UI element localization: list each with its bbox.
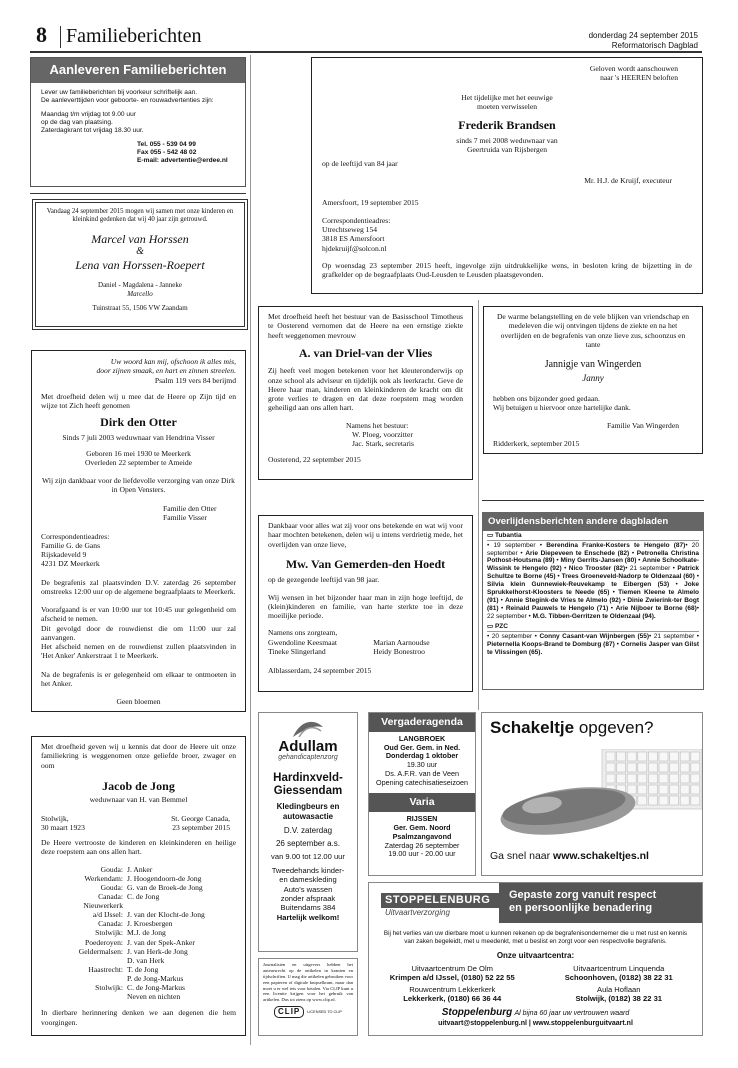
family-row xyxy=(39,938,207,947)
hoedt-intro: Dankbaar voor alles wat zij voor ons betekende en wat wij voor haar mochten betekenen, delen wij u intens verdrietig mede, het overlijden van onze lieve, xyxy=(268,521,463,549)
brandsen-widow-1: sinds 7 mei 2008 weduwnaar van xyxy=(456,135,558,145)
wingerden-intro: De warme belangstelling en de vele blijken van vriendschap en medeleven die wij ontvingen tijdens de ziekte en na het overlijden en de begrafenis van onze lieve zus, schoonzus en tante xyxy=(496,312,690,349)
wedding-children: Daniel - Magdalena - Janneke xyxy=(98,281,182,289)
overlijdens-entry-name: Arie Diepeveen te Enschede (82) xyxy=(525,549,630,557)
overlijdens-entry-name: Pieternella Koops-Brand te Domburg (87) xyxy=(487,640,615,648)
hoedt-signer: Heidy Bonestroo xyxy=(373,646,425,656)
adullam-title: Hardinxveld-Giessendam xyxy=(273,771,343,797)
denotter-intro: Met droefheid delen wij u mee dat de Heere op Zijn tijd en wijze tot Zich heeft genomen xyxy=(41,391,236,410)
overlijdens-section-tubantia: ▭ Tubantia xyxy=(487,532,699,541)
overlijdens-entry: • Dinie Zwierink-ter Bogt (81) xyxy=(487,597,700,612)
keyboard-key xyxy=(670,763,679,772)
varia-event: Psalmzangavond xyxy=(392,831,452,841)
wingerden-nick: Janny xyxy=(582,373,604,384)
dejong-name: Jacob de Jong xyxy=(102,778,175,793)
keyboard-key xyxy=(670,796,679,805)
wingerden-body-1: hebben ons bijzonder goed gedaan. xyxy=(493,394,600,404)
vlies-board-2: W. Ploeg, voorzitter xyxy=(352,429,413,439)
family-location: Poederoyen: xyxy=(85,937,123,947)
keyboard-key xyxy=(659,752,668,761)
keyboard-key xyxy=(680,785,689,794)
schakel-title-a: Schakeltje xyxy=(490,718,575,737)
keyboard-key xyxy=(680,796,689,805)
family-member: D. van Herk xyxy=(127,955,165,965)
overlijdens-entry-name: Annie Stegink-de Vries te Almelo (92) xyxy=(504,597,621,605)
denotter-died: Overleden 22 september te Ameide xyxy=(84,458,193,468)
denotter-p2b: Dit gevolgd door de rouwdienst die om 11:00 uur zal aanvangen. xyxy=(41,623,236,642)
dejong-closing: In dierbare herinnering denken we aan degenen die hem voorgingen. xyxy=(41,1008,236,1027)
keyboard-key xyxy=(648,796,657,805)
keyboard-key xyxy=(648,774,657,783)
denotter-p1: De begrafenis zal plaatsvinden D.V. zaterdag 26 september omstreeks 12:00 uur op de algemene begraafplaats te Meerkerk. xyxy=(41,577,236,596)
family-member: T. de Jong xyxy=(127,964,159,974)
brandsen-quote2-2: moeten verwisselen xyxy=(476,101,538,111)
brandsen-executor: Mr. H.J. de Kruijf, executeur xyxy=(584,176,672,186)
hoedt-signer: Gwendoline Keesmaat xyxy=(268,637,337,647)
notice-van-gemerden xyxy=(258,515,473,692)
brandsen-corr-3: 3818 ES Amersfoort xyxy=(322,234,385,244)
denotter-family-2: Familie Visser xyxy=(163,513,207,523)
denotter-born: Geboren 16 mei 1930 te Meerkerk xyxy=(86,449,191,459)
overlijdens-entry-name: Patrick Schultze te Borne (45) xyxy=(487,565,699,581)
family-member: G. van de Broek-de Jong xyxy=(127,882,203,892)
denotter-name: Dirk den Otter xyxy=(100,415,177,430)
brandsen-quote-2: naar 's HEEREN beloften xyxy=(600,73,678,83)
keyboard-key xyxy=(606,774,615,783)
brandsen-quote-1: Geloven wordt aanschouwen xyxy=(589,64,678,73)
keyboard-key xyxy=(691,774,700,783)
overlijdens-entry-date: • 20 september • xyxy=(487,632,540,640)
vlies-body: Zij heeft veel mogen betekenen voor het kleuteronderwijs op onze school als adviseur en tijdelijk ook als leerkracht. Geve de Heere haar man, kinderen en kleinkinderen de kracht om dit grote verlies te dragen en dat deze roepstem mag worden geheiligd aan ons allen hart. xyxy=(268,366,463,413)
varia-church: Ger. Gem. Noord xyxy=(393,823,451,833)
wedding-name-1: Marcel van Horssen xyxy=(91,231,189,246)
denotter-p3: Na de begrafenis is er gelegenheid om elkaar te ontmoeten in het Anker. xyxy=(41,669,236,688)
stoppelenburg-slogan-1: Gepaste zorg vanuit respect xyxy=(509,889,657,901)
vlies-board-1: Namens het bestuur: xyxy=(346,420,409,430)
centrum-item: Uitvaartcentrum Linquenda Schoonhoven, (0182) 38 22 31 xyxy=(564,964,673,983)
wedding-grandchild: Marcello xyxy=(127,289,153,298)
overlijdens-entry: • Tiemen Kleene te Almelo (91) xyxy=(487,589,699,605)
column-separator xyxy=(478,300,479,710)
overlijdens-entry-name: Joke Sprukkelhorst-Kloosters te Neede (65) xyxy=(487,581,699,597)
keyboard-key xyxy=(691,763,700,772)
adullam-line: Buitendams 384 xyxy=(280,903,336,913)
page-number: 8 xyxy=(36,22,47,47)
notice-van-der-vlies xyxy=(258,306,473,480)
family-location xyxy=(39,956,125,965)
aanleveren-title: Aanleveren Familieberichten xyxy=(31,58,245,83)
adullam-logo-text: Adullam xyxy=(278,738,338,755)
clip-text: Journalisten en uitgevers hebben het auteursrecht op de artikelen in kranten en tijdschriften. U mag die artikelen gebruiken voor een papieren of digitale knipselkrant, maar dan moet u er wel iets voor betalen. Via CLIP kunt u een licentie krijgen voor het gebruik van artikelen. Dus tot ziens op www.clip.nl. xyxy=(263,962,353,1003)
hoedt-signer: Tineke Slingerland xyxy=(268,646,326,656)
brandsen-note: Op woensdag 23 september 2015 heeft, ingevolge zijn uitdrukkelijke wens, in besloten kring de bijzetting in de grafkelder op de begraafplaats Oud-Leusden te Leusden plaatsgevonden. xyxy=(322,260,692,280)
keyboard-key xyxy=(617,763,626,772)
denotter-corr-4: 4231 DZ Meerkerk xyxy=(41,559,100,569)
overlijdens-entry: • Annie Schoolkate-Wissink te Hengelo (92) xyxy=(487,557,699,573)
stoppelenburg-brand-sub: Uitvaartverzorging xyxy=(385,908,450,918)
clip-logo: CLIP xyxy=(274,1006,304,1018)
aanleveren-intro-2: De aanleverttijden voor geboorte- en rouwadvertenties zijn: xyxy=(41,96,214,104)
family-row xyxy=(39,883,207,892)
family-location: Gouda: xyxy=(100,864,123,874)
family-row xyxy=(39,865,207,874)
keyboard-key xyxy=(627,774,636,783)
adullam-welcome: Hartelijk welkom! xyxy=(276,913,340,923)
overlijdens-entry: • Reinald Pauwels te Hengelo (71) xyxy=(498,605,609,612)
dejong-died-date: 23 september 2015 xyxy=(172,822,230,832)
family-row xyxy=(39,919,207,928)
stoppelenburg-ad xyxy=(368,882,703,1036)
keyboard-key xyxy=(648,785,657,794)
keyboard-key xyxy=(627,752,636,761)
family-member: Neven en nichten xyxy=(127,992,181,1002)
overlijdens-entry-name: Petronella Christina Pothost-Houtsma (89) xyxy=(487,549,700,565)
brandsen-corr-2: Utrechtseweg 154 xyxy=(322,225,378,235)
stoppelenburg-slogan xyxy=(499,883,702,923)
dejong-died-place: St. George Canada, xyxy=(171,813,230,823)
keyboard-key xyxy=(670,774,679,783)
brandsen-age: op de leeftijd van 84 jaar xyxy=(322,159,398,169)
notice-van-wingerden xyxy=(483,306,703,454)
aanleveren-intro-1: Lever uw familieberichten bij voorkeur schriftelijk aan. xyxy=(41,88,198,96)
aanleveren-time-1: Maandag t/m vrijdag tot 9.00 uur xyxy=(41,110,136,118)
family-location: Geldermalsen: xyxy=(78,946,123,956)
family-location: Stolwijk: xyxy=(95,983,123,993)
family-location: Haastrecht: xyxy=(88,964,123,974)
overlijdens-entry: • Joke Sprukkelhorst-Kloosters te Neede (65) xyxy=(487,581,699,597)
overlijdens-entry: • Miny Gerrits-Jansen (80) xyxy=(554,557,637,565)
family-location: a/d IJssel: xyxy=(92,910,123,920)
keyboard-key xyxy=(691,785,700,794)
brandsen-corr-4[interactable]: hjdekruijf@solcon.nl xyxy=(322,243,387,253)
centrum-item: Aula Hoflaan Stolwijk, (0182) 38 22 31 xyxy=(575,984,663,1003)
overlijdens-entry-name: Arie Nijboer te Borne (68) xyxy=(615,605,697,612)
overlijdens-block xyxy=(482,512,704,690)
denotter-family-1: Familie den Otter xyxy=(163,504,217,514)
overlijdens-entry-name: Reinald Pauwels te Hengelo (71) xyxy=(505,605,609,612)
header-paper: Reformatorisch Dagblad xyxy=(611,41,698,50)
aanleveren-fax: Fax 055 - 542 48 02 xyxy=(137,149,197,157)
keyboard-key xyxy=(606,752,615,761)
family-row xyxy=(39,974,207,983)
family-row xyxy=(39,892,207,901)
keyboard-key xyxy=(691,752,700,761)
vergader-title: Vergaderagenda xyxy=(369,713,475,732)
overlijdens-entry-name: M.G. Tibben-Gerritzen te Oldenzaal (94). xyxy=(532,612,656,620)
denotter-p2c: Het afscheid nemen en de rouwdienst zullen plaatsvinden in 'Het Anker' Ankerstraat 1 te Meerkerk. xyxy=(41,642,236,661)
wedding-intro: Vandaag 24 september 2015 mogen wij samen met onze kinderen en kleinkind gedenken dat wij 40 jaar zijn getrouwd. xyxy=(46,208,234,224)
family-member: J. van Herk-de Jong xyxy=(127,946,188,956)
varia-title: Varia xyxy=(369,793,475,812)
header-date: donderdag 24 september 2015 xyxy=(588,31,698,40)
vergader-church: Oud Ger. Gem. in Ned. xyxy=(383,742,461,752)
adullam-ad xyxy=(258,712,358,952)
overlijdens-entry: • Arie Nijboer te Borne (68) xyxy=(608,605,697,612)
keyboard-key xyxy=(659,785,668,794)
denotter-widow: Sinds 7 juli 2003 weduwnaar van Hendrina Visser xyxy=(62,432,215,442)
family-member: J. Kroesbergen xyxy=(127,919,173,929)
keyboard-key xyxy=(627,763,636,772)
aanleveren-time-2: op de dag van plaatsing. xyxy=(41,118,113,126)
adullam-line: zonder afspraak xyxy=(280,893,336,903)
aanleveren-time-3: Zaterdagkrant tot vrijdag 18.30 uur. xyxy=(41,126,144,134)
overlijdens-entry-name: Tiemen Kleene te Almelo (91) xyxy=(487,589,699,605)
family-location: Nieuwerkerk xyxy=(83,901,123,911)
stoppelenburg-brand: STOPPELENBURG xyxy=(381,893,499,908)
wingerden-name: Jannigje van Wingerden xyxy=(544,359,642,370)
overlijdens-title: Overlijdensberichten andere dagbladen xyxy=(483,513,703,531)
adullam-time: van 9.00 tot 12.00 uur xyxy=(271,851,345,861)
family-location: Gouda: xyxy=(100,882,123,892)
overlijdens-entry: • Trees Groeneveld-Nadorp te Oldenzaal (60) xyxy=(555,573,695,581)
hoedt-age: op de gezegende leeftijd van 98 jaar. xyxy=(268,575,380,585)
denotter-corr-1: Correspondentieadres: xyxy=(41,531,110,541)
keyboard-key xyxy=(680,763,689,772)
keyboard-key xyxy=(638,752,647,761)
section-title: Familieberichten xyxy=(66,25,202,47)
overlijdens-entry: • Silvia klein Gunnewiek-Reuvekamp te Eibergen (53) xyxy=(487,573,700,589)
family-location: Canada: xyxy=(98,891,123,901)
overlijdens-entry-name: Silvia klein Gunnewiek-Reuvekamp te Eibergen (53) xyxy=(487,581,670,589)
family-member: C. de Jong xyxy=(127,891,160,901)
family-member: P. de Jong-Markus xyxy=(127,973,184,983)
vergaderagenda xyxy=(368,712,476,876)
overlijdens-entry-name: Nico Trooster (82) xyxy=(568,565,626,573)
hoedt-signer: Marian Aarnoudse xyxy=(373,637,430,647)
keyboard-key xyxy=(638,796,647,805)
schakel-tagline: Ga snel naar xyxy=(490,850,554,863)
family-location: Stolwijk: xyxy=(95,928,123,938)
adullam-tagline: gehandicaptenzorg xyxy=(278,754,338,761)
adullam-line: Auto's wassen xyxy=(283,884,333,894)
denotter-quote-2: door zijnen smaak, en hart en zinnen streelen. xyxy=(96,366,236,376)
schakeltje-ad xyxy=(481,712,703,876)
family-member: J. Anker xyxy=(127,864,153,874)
keyboard-key xyxy=(659,763,668,772)
family-member: C. de Jong-Markus xyxy=(127,983,186,993)
hoedt-place-date: Alblasserdam, 24 september 2015 xyxy=(268,666,372,676)
centrum-item: Uitvaartcentrum De Olm Krimpen a/d IJssel, (0180) 52 22 55 xyxy=(389,964,515,983)
family-location xyxy=(39,992,125,1001)
centrum-item: Rouwcentrum Lekkerkerk Lekkerkerk, (0180) 66 36 44 xyxy=(403,984,502,1003)
hoedt-body: Wij wensen in het bijzonder haar man in zijn hoge leeftijd, de (klein)kinderen en familie, van harte sterkte toe in deze moeilijke periode. xyxy=(268,592,463,621)
keyboard-key xyxy=(638,785,647,794)
dejong-intro: Met droefheid geven wij u kennis dat door de Heere uit onze familiekring is weggenomen onze geliefde broer, zwager en oom xyxy=(41,742,236,770)
overlijdens-entry xyxy=(487,542,685,549)
stoppelenburg-contact[interactable]: uitvaart@stoppelenburg.nl | www.stoppelenburguitvaart.nl xyxy=(438,1020,633,1028)
keyboard-key xyxy=(648,752,657,761)
overlijdens-entry-name: Berendina Franke-Kosters te Hengelo (87) xyxy=(546,541,686,549)
dejong-born-date: 30 maart 1923 xyxy=(41,822,85,832)
adullam-date-2: 26 september a.s. xyxy=(275,839,341,849)
notice-de-jong xyxy=(31,736,246,1036)
overlijdens-entry: • Cornelis Jasper van Gilst te Vlissingen (65). xyxy=(487,640,699,656)
keyboard-key xyxy=(680,774,689,783)
overlijdens-entry-date: • 22 september • xyxy=(487,605,700,620)
keyboard-key xyxy=(670,752,679,761)
vlies-name: A. van Driel-van der Vlies xyxy=(298,345,433,360)
hoedt-signers-head: Namens ons zorgteam, xyxy=(268,628,338,638)
overlijdens-entry xyxy=(487,633,649,640)
family-member: J. van der Klocht-de Jong xyxy=(127,910,205,920)
schakel-title-b: opgeven? xyxy=(574,718,654,737)
wingerden-body-2: Wij betuigen u hiervoor onze hartelijke dank. xyxy=(493,403,631,413)
overlijdens-entry-name: Dinie Zwierink-ter Bogt (81) xyxy=(487,597,700,612)
brandsen-widow-2: Geertruida van Rijsbergen xyxy=(467,144,547,154)
stoppelenburg-centra-title: Onze uitvaartcentra: xyxy=(496,951,575,961)
overlijdens-list-tubantia xyxy=(487,542,699,621)
keyboard-key xyxy=(617,752,626,761)
vlies-intro: Met droefheid heeft het bestuur van de Basisschool Timotheus te Oosterend vernomen dat de Heere na een ernstige ziekte heeft weggenomen mevrouw xyxy=(268,312,463,340)
denotter-thanks: Wij zijn dankbaar voor de liefdevolle verzorging van onze Dirk in Open Vensters. xyxy=(42,475,235,494)
overlijdens-entry-name: Annie Schoolkate-Wissink te Hengelo (92) xyxy=(487,557,699,573)
keyboard-key xyxy=(659,796,668,805)
varia-day: Zaterdag 26 september xyxy=(384,840,460,850)
keyboard-key xyxy=(680,752,689,761)
dejong-text: De Heere vertrooste de kinderen en kleinkinderen en heilige deze roepstem aan ons allen hart. xyxy=(41,838,236,857)
stoppelenburg-body: Bij het verlies van uw dierbare moet u kunnen rekenen op de begrafenisondernemer die u met rust en kennis van zaken begeleidt, met u meedenkt, met u beslist en zorgt voor een respectvolle begrafenis. xyxy=(383,930,688,946)
family-member xyxy=(125,901,207,910)
clip-notice xyxy=(258,958,358,1036)
keyboard-key xyxy=(638,774,647,783)
vergader-event: Opening catechisatieseizoen xyxy=(376,777,468,787)
varia-place: RIJSSEN xyxy=(406,814,438,824)
brandsen-corr-1: Correspondentieadres: xyxy=(322,215,391,225)
overlijdens-entry-date: • 21 september • xyxy=(649,632,699,640)
overlijdens-section-pzc: ▭ PZC xyxy=(487,623,699,632)
family-member: M.J. de Jong xyxy=(127,928,166,938)
family-location xyxy=(39,974,125,983)
denotter-flowers: Geen bloemen xyxy=(116,697,161,707)
dejong-widow: weduwnaar van H. van Bemmel xyxy=(89,795,188,805)
family-row xyxy=(39,965,207,974)
stoppelenburg-footer-brand: Stoppelenburg xyxy=(441,1007,513,1019)
overlijdens-entry-date: • 19 september • xyxy=(487,541,547,549)
keyboard-key xyxy=(627,785,636,794)
wedding-address: Tuinstraat 55, 1506 VW Zaandam xyxy=(92,304,188,313)
overlijdens-entry-name: Miny Gerrits-Jansen (80) xyxy=(560,557,637,565)
denotter-p2a: Voorafgaand is er van 10:00 uur tot 10:45 uur gelegenheid om afscheid te nemen. xyxy=(41,605,236,624)
brandsen-name: Frederik Brandsen xyxy=(458,118,556,132)
overlijdens-entry-date: • 21 september • xyxy=(625,565,678,573)
mouse-keyboard-illustration xyxy=(482,749,703,847)
aanleveren-block xyxy=(30,57,246,187)
vergader-time: 19.30 uur xyxy=(406,760,438,770)
family-member: J. Hoogendoorn-de Jong xyxy=(127,873,202,883)
overlijdens-list-pzc xyxy=(487,633,699,657)
wedding-notice xyxy=(35,202,245,327)
wingerden-place-date: Ridderkerk, september 2015 xyxy=(493,438,580,448)
family-row xyxy=(39,992,207,1001)
keyboard-key xyxy=(617,774,626,783)
aanleveren-phone: Tel. 055 - 539 04 99 xyxy=(137,141,196,149)
keyboard-key xyxy=(691,796,700,805)
keyboard-key xyxy=(648,763,657,772)
divider xyxy=(482,500,704,501)
dejong-born-place: Stolwijk, xyxy=(41,813,69,823)
column-separator xyxy=(250,55,251,1045)
family-row xyxy=(39,910,207,919)
hoedt-name: Mw. Van Gemerden-den Hoedt xyxy=(285,556,446,571)
denotter-psalm: Psalm 119 vers 84 berijmd xyxy=(154,375,236,385)
header-rule xyxy=(30,51,702,53)
overlijdens-entry-date: • 20 september • xyxy=(487,541,700,557)
denotter-corr-2: Familie G. de Gans xyxy=(41,540,101,550)
keyboard-key xyxy=(606,763,615,772)
overlijdens-entry: • Annie Stegink-de Vries te Almelo (92) xyxy=(498,597,621,605)
overlijdens-entry-name: Conny Casant-van Wijnbergen (55) xyxy=(539,632,650,640)
keyboard-key xyxy=(638,763,647,772)
schakel-url[interactable]: www.schakeltjes.nl xyxy=(553,850,649,863)
family-row xyxy=(39,956,207,965)
family-location: Canada: xyxy=(98,919,123,929)
denotter-corr-3: Rijskadeveld 9 xyxy=(41,550,87,560)
vlies-board-3: Jac. Stark, secretaris xyxy=(352,439,414,449)
family-row xyxy=(39,901,207,910)
divider xyxy=(30,193,246,194)
varia-time: 19.00 uur - 20.00 uur xyxy=(388,849,456,859)
adullam-subtitle: Kledingbeurs en autowasactie xyxy=(276,801,340,821)
keyboard-key xyxy=(659,774,668,783)
adullam-line: Tweedehands kinder- xyxy=(271,866,345,876)
adullam-logo xyxy=(262,717,354,739)
overlijdens-entry: • Petronella Christina Pothost-Houtsma (89) xyxy=(487,549,700,565)
family-row xyxy=(39,983,207,992)
family-row xyxy=(39,947,207,956)
wedding-ampersand: & xyxy=(136,246,144,258)
denotter-quote-1: Uw woord kan mij, ofschoon ik alles mis, xyxy=(110,357,236,366)
adullam-leaf-icon xyxy=(291,717,325,739)
adullam-line: en dameskleding xyxy=(279,875,337,885)
clip-logo-sub: LICENSED TO CLIP xyxy=(307,1009,342,1014)
family-member: J. van der Spek-Anker xyxy=(127,937,195,947)
dejong-family-list xyxy=(39,865,207,1002)
brandsen-quote2-1: Het tijdelijke met het eeuwige xyxy=(461,92,553,102)
keyboard-key xyxy=(670,785,679,794)
family-row xyxy=(39,928,207,937)
vergader-place: LANGBROEK xyxy=(398,733,446,743)
stoppelenburg-slogan-2: en persoonlijke benadering xyxy=(509,902,653,915)
stoppelenburg-logo xyxy=(369,883,499,923)
notice-den-otter xyxy=(31,350,246,712)
overlijdens-entry-name: Cornelis Jasper van Gilst te Vlissingen (65). xyxy=(487,640,699,656)
overlijdens-entry-name: Trees Groeneveld-Nadorp te Oldenzaal (60) xyxy=(561,573,695,581)
vergader-speaker: Ds. A.F.R. van de Veen xyxy=(385,768,459,778)
wingerden-family: Familie Van Wingerden xyxy=(607,420,679,430)
header-divider xyxy=(60,26,61,48)
brandsen-place-date: Amersfoort, 19 september 2015 xyxy=(322,197,419,207)
notice-brandsen xyxy=(311,57,703,294)
wedding-name-2: Lena van Horssen-Roepert xyxy=(75,258,205,273)
vlies-place-date: Oosterend, 22 september 2015 xyxy=(268,455,361,465)
stoppelenburg-footer-text: Al bijna 60 jaar uw vertrouwen waard xyxy=(514,1010,630,1018)
vergader-day: Donderdag 1 oktober xyxy=(385,751,459,761)
aanleveren-email[interactable]: E-mail: advertentie@erdee.nl xyxy=(137,157,228,165)
adullam-date: D.V. zaterdag xyxy=(283,826,333,836)
family-location: Werkendam: xyxy=(84,873,123,883)
overlijdens-entry: • Nico Trooster (82) xyxy=(561,565,626,573)
family-row xyxy=(39,874,207,883)
